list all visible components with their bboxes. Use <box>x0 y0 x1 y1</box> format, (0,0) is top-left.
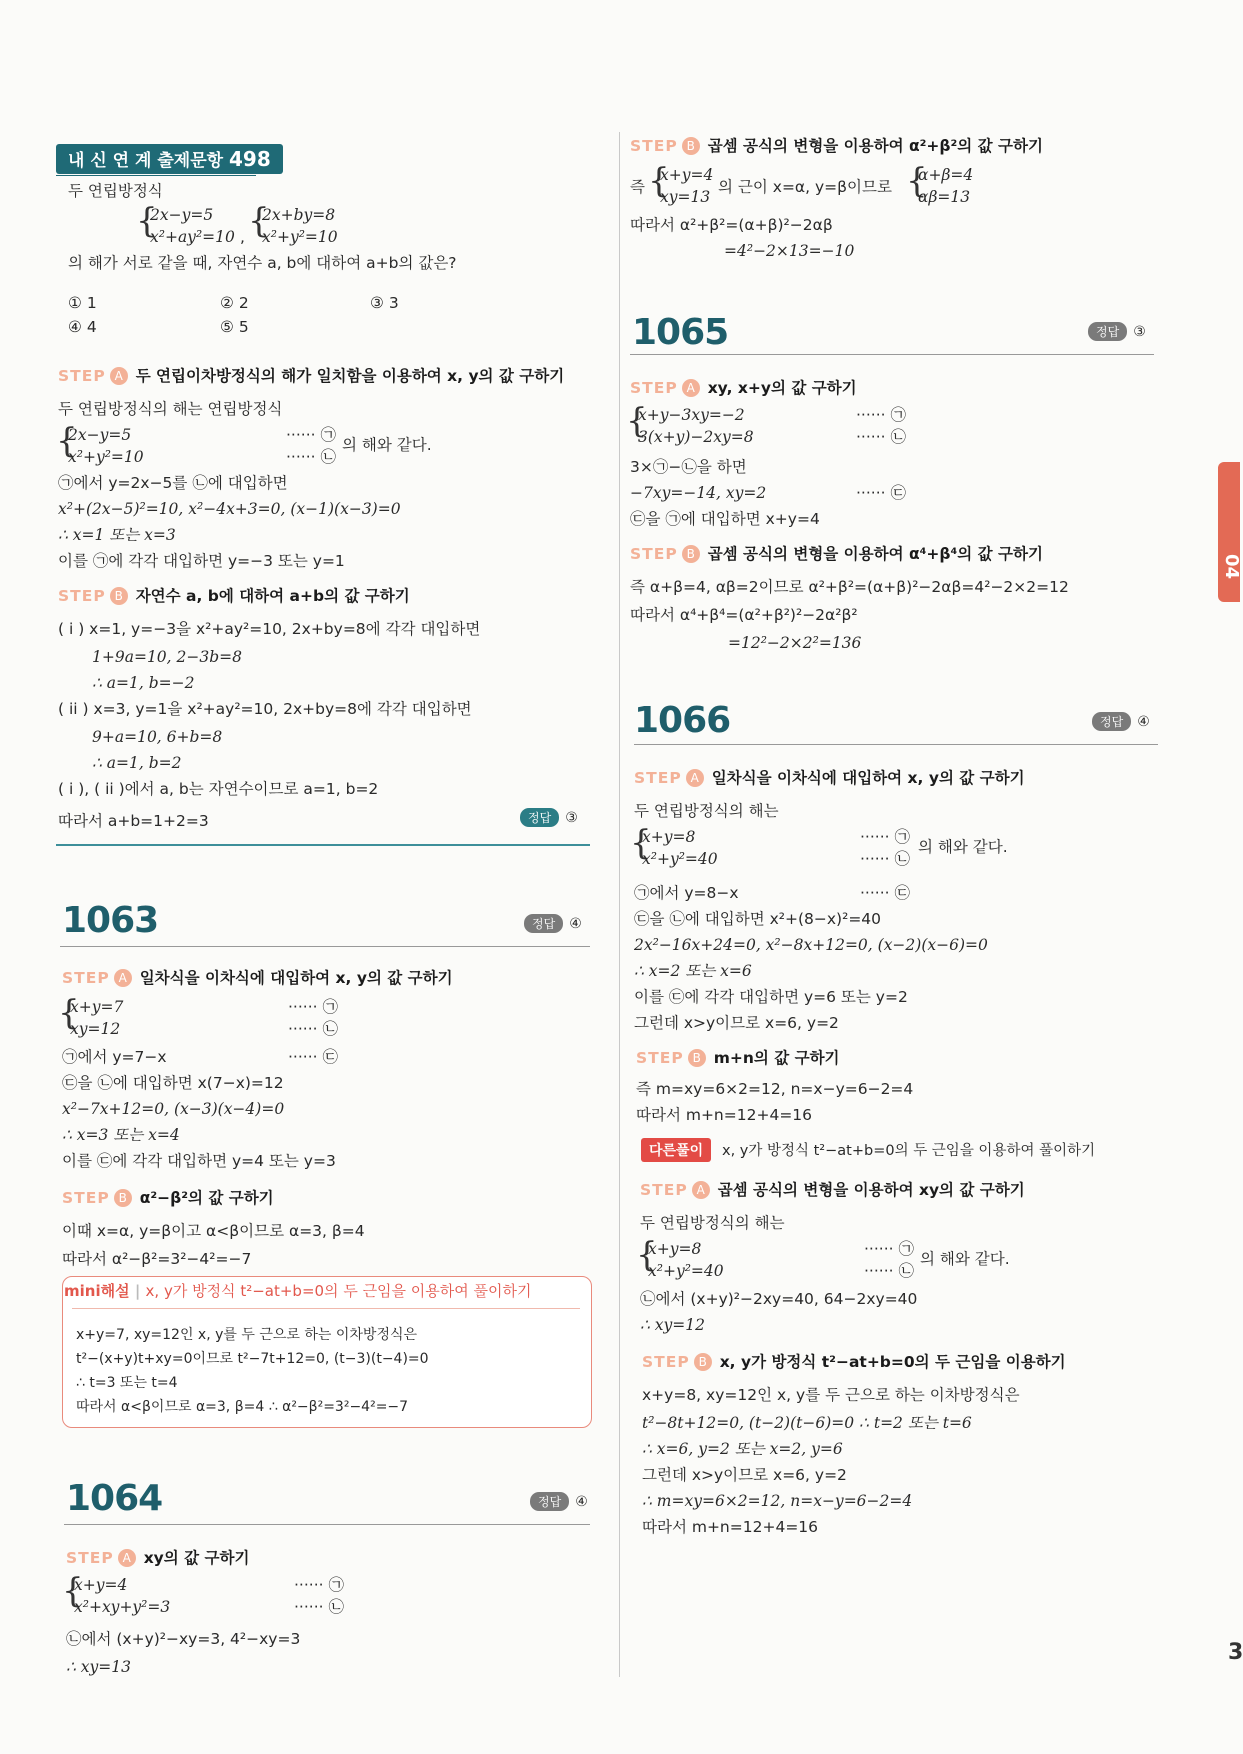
answer-marker <box>520 808 578 827</box>
mini-line: x+y=7, xy=12인 x, y를 두 근으로 하는 이차방정식은 <box>76 1327 418 1343</box>
step-letter: A <box>692 1181 710 1199</box>
mini-divider <box>72 1308 580 1309</box>
problem-number: 1065 <box>632 312 729 353</box>
eq: 1+9a=10, 2−3b=8 <box>92 648 242 666</box>
answer-pill: 정답 <box>520 808 559 827</box>
text-line: 의 해와 같다. <box>342 436 432 454</box>
step-heading <box>642 1350 1066 1374</box>
step-title: 곱셈 공식의 변형을 이용하여 α²+β²의 값 구하기 <box>707 137 1043 155</box>
eq: x²+y²=40 <box>642 850 718 868</box>
step-tag: STEP <box>62 1189 110 1207</box>
step-letter: A <box>118 1549 136 1567</box>
step-heading <box>630 542 1043 566</box>
eq: x²+(2x−5)²=10, x²−4x+3=0, (x−1)(x−3)=0 <box>58 500 401 518</box>
mini-line: 따라서 α<β이므로 α=3, β=4 ∴ α²−β²=3²−4²=−7 <box>76 1399 409 1415</box>
eq: 9+a=10, 6+b=8 <box>92 728 223 746</box>
choice: ③ 3 <box>370 294 399 312</box>
problem-number: 1063 <box>62 900 159 941</box>
step-tag: STEP <box>630 379 678 397</box>
text-line: 그런데 x>y이므로 x=6, y=2 <box>634 1014 839 1032</box>
text-line: 두 연립방정식의 해는 <box>640 1214 785 1232</box>
choice: ⑤ 5 <box>220 318 249 336</box>
brace: { <box>906 161 928 201</box>
text-line: ㉡에서 (x+y)²−2xy=40, 64−2xy=40 <box>640 1290 918 1308</box>
answer-pill: 정답 <box>1088 322 1127 341</box>
brace: { <box>58 993 80 1033</box>
step-heading <box>630 134 1043 158</box>
brace: { <box>136 201 158 241</box>
eq: −7xy=−14, xy=2 <box>630 484 767 502</box>
text-line: 따라서 m+n=12+4=16 <box>642 1518 819 1536</box>
eq: =4²−2×13=−10 <box>724 242 855 260</box>
step-tag: STEP <box>640 1181 688 1199</box>
text-line: ㉠에서 y=7−x <box>62 1048 167 1066</box>
answer-value: ④ <box>575 1494 588 1510</box>
text-line: 즉 m=xy=6×2=12, n=x−y=6−2=4 <box>636 1080 914 1098</box>
eq: ∴ a=1, b=2 <box>92 754 182 772</box>
answer-value: ④ <box>1137 714 1150 730</box>
brace: { <box>626 401 648 441</box>
text-line: 그런데 x>y이므로 x=6, y=2 <box>642 1466 847 1484</box>
chapter-tab-label: 04 <box>1221 553 1243 580</box>
eq-label: ······ ㉢ <box>288 1048 338 1066</box>
chapter-side-tab <box>1218 462 1243 602</box>
eq: ∴ xy=12 <box>640 1316 705 1334</box>
eq: x²−7x+12=0, (x−3)(x−4)=0 <box>62 1100 285 1118</box>
problem-question: 의 해가 서로 같을 때, 자연수 a, b에 대하여 a+b의 값은? <box>68 254 457 272</box>
step-title: xy, x+y의 값 구하기 <box>707 379 857 397</box>
step-title: 자연수 a, b에 대하여 a+b의 값 구하기 <box>135 587 410 605</box>
step-tag: STEP <box>634 769 682 787</box>
brace: { <box>630 823 652 863</box>
step-title: 곱셈 공식의 변형을 이용하여 α⁴+β⁴의 값 구하기 <box>707 545 1043 563</box>
choice: ① 1 <box>68 294 97 312</box>
eq: xy=12 <box>70 1020 121 1038</box>
answer-marker <box>524 914 582 933</box>
answer-marker <box>1088 322 1146 341</box>
step-title: 곱셈 공식의 변형을 이용하여 xy의 값 구하기 <box>717 1181 1025 1199</box>
page-number: 3 <box>1228 1640 1243 1665</box>
eq: 2x−y=5 <box>68 426 132 444</box>
mini-line: ∴ t=3 또는 t=4 <box>76 1375 178 1391</box>
answer-value: ④ <box>569 916 582 932</box>
eq-label: ······ ㉡ <box>286 448 336 466</box>
step-tag: STEP <box>62 969 110 987</box>
brace: { <box>62 1571 84 1611</box>
step-letter: B <box>688 1049 706 1067</box>
eq-label: ······ ㉠ <box>286 426 336 444</box>
text-line: 이를 ㉢에 각각 대입하면 y=6 또는 y=2 <box>634 988 908 1006</box>
eq: ∴ x=1 또는 x=3 <box>58 526 176 544</box>
eq-label: ······ ㉡ <box>860 850 910 868</box>
choice: ④ 4 <box>68 318 97 336</box>
eq-label: ······ ㉡ <box>864 1262 914 1280</box>
text-line: 이때 x=α, y=β이고 α<β이므로 α=3, β=4 <box>62 1222 365 1240</box>
answer-pill: 정답 <box>524 914 563 933</box>
step-title: 일차식을 이차식에 대입하여 x, y의 값 구하기 <box>139 969 453 987</box>
text-line: ( i ), ( ii )에서 a, b는 자연수이므로 a=1, b=2 <box>58 780 379 798</box>
step-heading <box>640 1178 1025 1202</box>
step-tag: STEP <box>630 137 678 155</box>
text-line: ( ii ) x=3, y=1을 x²+ay²=10, 2x+by=8에 각각 대입하면 <box>58 700 472 718</box>
step-letter: A <box>686 769 704 787</box>
separator: | <box>134 1282 141 1300</box>
step-title: m+n의 값 구하기 <box>713 1049 840 1067</box>
problem-number: 1066 <box>634 700 731 741</box>
text-line: 두 연립방정식의 해는 <box>634 802 779 820</box>
eq-label: ······ ㉡ <box>294 1598 344 1616</box>
eq: ∴ a=1, b=−2 <box>92 674 195 692</box>
text-line: 따라서 α⁴+β⁴=(α²+β²)²−2α²β² <box>630 606 858 624</box>
eq: 2x²−16x+24=0, x²−8x+12=0, (x−2)(x−6)=0 <box>634 936 988 954</box>
eq-label: ······ ㉡ <box>856 428 906 446</box>
text-line: ( i ) x=1, y=−3을 x²+ay²=10, 2x+by=8에 각각 대입하면 <box>58 620 481 638</box>
text-line: 의 해와 같다. <box>918 838 1008 856</box>
answer-pill: 정답 <box>530 1492 569 1511</box>
eq: 3(x+y)−2xy=8 <box>638 428 754 446</box>
text-line: x+y=8, xy=12인 x, y를 두 근으로 하는 이차방정식은 <box>642 1386 1020 1404</box>
text-line: 의 해와 같다. <box>920 1250 1010 1268</box>
eq-label: ······ ㉠ <box>288 998 338 1016</box>
step-letter: B <box>110 587 128 605</box>
eq: αβ=13 <box>918 188 971 206</box>
text-line: 따라서 α²+β²=(α+β)²−2αβ <box>630 216 833 234</box>
step-letter: A <box>114 969 132 987</box>
mini-line: t²−(x+y)t+xy=0이므로 t²−7t+12=0, (t−3)(t−4)=0 <box>76 1351 429 1367</box>
step-tag: STEP <box>66 1549 114 1567</box>
step-letter: B <box>694 1353 712 1371</box>
step-title: 일차식을 이차식에 대입하여 x, y의 값 구하기 <box>711 769 1025 787</box>
step-tag: STEP <box>642 1353 690 1371</box>
text-line: 따라서 α²−β²=3²−4²=−7 <box>62 1250 252 1268</box>
eq-label: ······ ㉠ <box>856 406 906 424</box>
eq: x²+y²=10 <box>68 448 144 466</box>
source-badge <box>56 144 283 174</box>
text-line: 따라서 m+n=12+4=16 <box>636 1106 813 1124</box>
eq-label: ······ ㉢ <box>860 884 910 902</box>
text-line: 3×㉠−㉡을 하면 <box>630 458 747 476</box>
eq-label: ······ ㉢ <box>856 484 906 502</box>
badge-label: 내 신 연 계 출제문항 <box>68 151 224 171</box>
sys2-eq2: x²+y²=10 <box>262 228 338 246</box>
eq: ∴ m=xy=6×2=12, n=x−y=6−2=4 <box>642 1492 913 1510</box>
step-heading <box>634 766 1025 790</box>
step-tag: STEP <box>58 587 106 605</box>
column-divider <box>619 132 620 1677</box>
answer-marker <box>530 1492 588 1511</box>
step-heading <box>62 966 453 990</box>
section-divider <box>64 1524 590 1525</box>
text-line: ㉢을 ㉠에 대입하면 x+y=4 <box>630 510 820 528</box>
eq: x+y=4 <box>660 166 714 184</box>
section-divider <box>56 844 590 846</box>
brace: { <box>248 201 270 241</box>
brace: { <box>648 161 670 201</box>
section-divider <box>630 354 1154 355</box>
sys1-eq2: x²+ay²=10 <box>150 228 235 246</box>
text-line: 이를 ㉢에 각각 대입하면 y=4 또는 y=3 <box>62 1152 336 1170</box>
text-line: ㉢을 ㉡에 대입하면 x²+(8−x)²=40 <box>634 910 882 928</box>
text-line: 즉 <box>630 178 645 196</box>
eq: x²+y²=40 <box>648 1262 724 1280</box>
text-line: ㉢을 ㉡에 대입하면 x(7−x)=12 <box>62 1074 284 1092</box>
problem-number: 1064 <box>66 1478 163 1519</box>
step-letter: A <box>110 367 128 385</box>
other-solution-badge: 다른풀이 <box>641 1138 711 1162</box>
eq: x²+xy+y²=3 <box>74 1598 171 1616</box>
eq-label: ······ ㉠ <box>864 1240 914 1258</box>
step-heading <box>630 376 857 400</box>
eq: α+β=4 <box>918 166 974 184</box>
eq: x+y=7 <box>70 998 124 1016</box>
text-line: 의 근이 x=α, y=β이므로 <box>718 178 892 196</box>
step-letter: B <box>682 545 700 563</box>
text-line: 즉 α+β=4, αβ=2이므로 α²+β²=(α+β)²−2αβ=4²−2×2=12 <box>630 578 1069 596</box>
sys2-eq1: 2x+by=8 <box>262 206 336 224</box>
eq: t²−8t+12=0, (t−2)(t−6)=0 ∴ t=2 또는 t=6 <box>642 1414 972 1432</box>
eq: ∴ x=6, y=2 또는 x=2, y=6 <box>642 1440 843 1458</box>
step-title: 두 연립이차방정식의 해가 일치함을 이용하여 x, y의 값 구하기 <box>135 367 565 385</box>
eq: x+y=4 <box>74 1576 128 1594</box>
eq-label: ······ ㉠ <box>294 1576 344 1594</box>
eq: ∴ x=2 또는 x=6 <box>634 962 752 980</box>
step-letter: A <box>682 379 700 397</box>
choice: ② 2 <box>220 294 249 312</box>
step-title: α²−β²의 값 구하기 <box>139 1189 274 1207</box>
step-letter: B <box>114 1189 132 1207</box>
step-tag: STEP <box>58 367 106 385</box>
answer-pill: 정답 <box>1092 712 1131 731</box>
section-divider <box>634 744 1158 745</box>
step-title: x, y가 방정식 t²−at+b=0의 두 근임을 이용하기 <box>719 1353 1066 1371</box>
answer-marker <box>1092 712 1150 731</box>
mini-label: mini해설 <box>64 1282 130 1300</box>
text-line: 따라서 a+b=1+2=3 <box>58 812 209 830</box>
answer-value: ③ <box>1133 324 1146 340</box>
eq-label: ······ ㉠ <box>860 828 910 846</box>
eq: xy=13 <box>660 188 711 206</box>
section-divider <box>60 946 590 947</box>
eq: ∴ x=3 또는 x=4 <box>62 1126 180 1144</box>
other-solution-title: x, y가 방정식 t²−at+b=0의 두 근임을 이용하여 풀이하기 <box>722 1143 1096 1159</box>
text-line: 이를 ㉠에 각각 대입하면 y=−3 또는 y=1 <box>58 552 345 570</box>
badge-underline <box>56 175 256 176</box>
text-line: ㉡에서 (x+y)²−xy=3, 4²−xy=3 <box>66 1630 301 1648</box>
badge-number: 498 <box>228 147 271 171</box>
step-tag: STEP <box>630 545 678 563</box>
eq-label: ······ ㉡ <box>288 1020 338 1038</box>
eq: x+y=8 <box>648 1240 702 1258</box>
eq: =12²−2×2²=136 <box>728 634 862 652</box>
step-letter: B <box>682 137 700 155</box>
comma: , <box>240 228 245 246</box>
step-heading <box>66 1546 249 1570</box>
step-title: xy의 값 구하기 <box>143 1549 250 1567</box>
brace: { <box>636 1235 658 1275</box>
text-line: 두 연립방정식의 해는 연립방정식 <box>58 400 283 418</box>
eq: x+y−3xy=−2 <box>638 406 745 424</box>
text-line: ㉠에서 y=2x−5를 ㉡에 대입하면 <box>58 474 288 492</box>
problem-intro: 두 연립방정식 <box>68 182 163 200</box>
step-heading <box>58 584 410 608</box>
mini-title: x, y가 방정식 t²−at+b=0의 두 근임을 이용하여 풀이하기 <box>145 1282 532 1300</box>
sys1-eq1: 2x−y=5 <box>150 206 214 224</box>
step-heading <box>636 1046 840 1070</box>
eq: x+y=8 <box>642 828 696 846</box>
eq: ∴ xy=13 <box>66 1658 131 1676</box>
step-heading <box>58 364 564 388</box>
step-tag: STEP <box>636 1049 684 1067</box>
brace: { <box>56 421 78 461</box>
step-heading <box>62 1186 274 1210</box>
text-line: ㉠에서 y=8−x <box>634 884 739 902</box>
mini-explanation-header <box>64 1280 532 1301</box>
answer-value: ③ <box>565 810 578 826</box>
